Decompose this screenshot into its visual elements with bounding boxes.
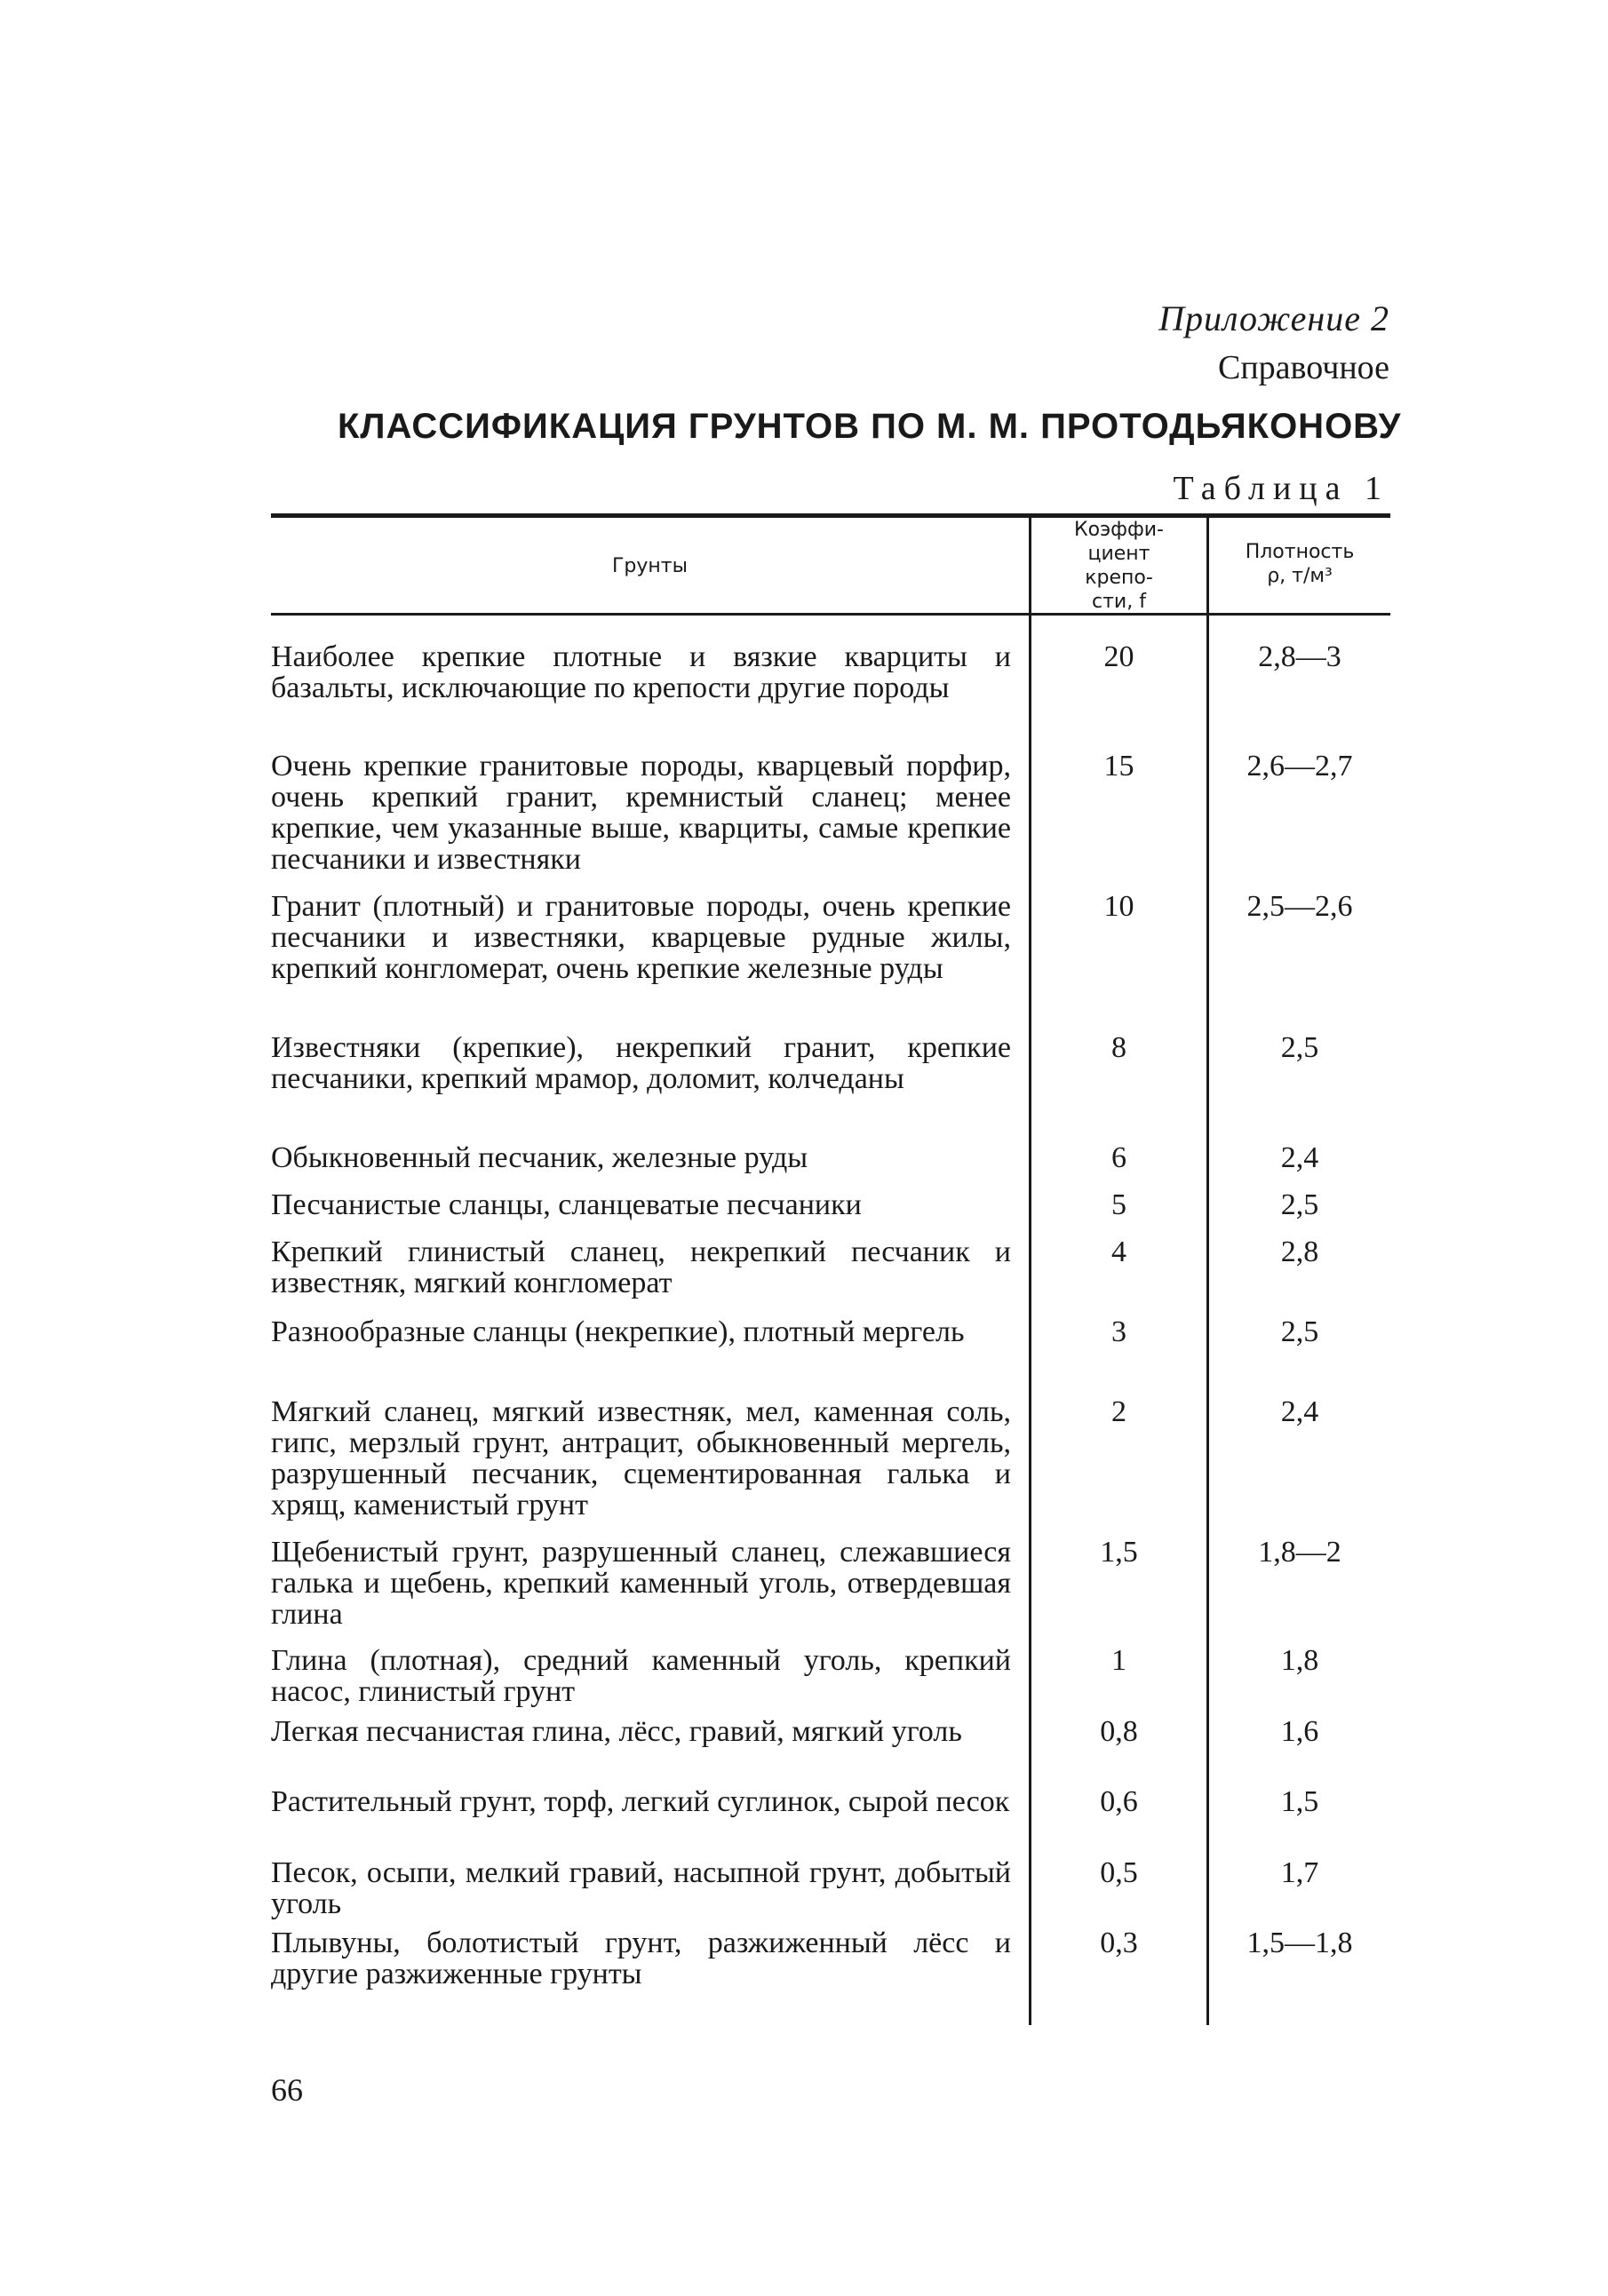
density-value: 2,8—3 (1258, 640, 1341, 673)
page-number: 66 (271, 2072, 303, 2108)
density-value: 2,5 (1280, 1188, 1319, 1221)
strength-coefficient: 8 (1111, 1031, 1126, 1064)
density-value: 2,5 (1280, 1031, 1319, 1064)
soil-description: Известняки (крепкие), некрепкий гранит, крепкие песчаники, крепкий мрамор, доломит, колчеданы (271, 1031, 1011, 1095)
soil-description: Гранит (плотный) и гранитовые породы, очень крепкие песчаники и известняки, кварцевые рудные жилы, крепкий конгломерат, очень крепкие железные руды (271, 890, 1011, 985)
soil-description: Легкая песчанистая глина, лёсс, гравий, мягкий уголь (271, 1715, 962, 1748)
density-value: 1,8 (1280, 1644, 1319, 1677)
density-value: 2,5 (1280, 1315, 1319, 1348)
strength-coefficient: 0,6 (1100, 1785, 1138, 1818)
table-label: Таблица 1 (1173, 470, 1389, 507)
soil-description: Глина (плотная), средний каменный уголь, крепкий насос, глинистый грунт (271, 1644, 1011, 1708)
appendix-label: Приложение 2 (1158, 298, 1389, 338)
density-value: 1,5—1,8 (1246, 1927, 1353, 1959)
density-value: 1,5 (1280, 1785, 1319, 1818)
page-title: КЛАССИФИКАЦИЯ ГРУНТОВ ПО М. М. ПРОТОДЬЯКОНОВУ (338, 407, 1402, 446)
strength-coefficient: 4 (1111, 1235, 1126, 1268)
strength-coefficient: 0,8 (1100, 1715, 1138, 1748)
column-header-density: Плотность ρ, т/м³ (1245, 541, 1355, 587)
strength-coefficient: 15 (1103, 750, 1134, 783)
soil-description: Мягкий сланец, мягкий известняк, мел, каменная соль, гипс, мерзлый грунт, антрацит, обыкновенный мергель, разрушенный песчаник, сцементированная галька и хрящ, каменистый грунт (271, 1395, 1011, 1521)
density-value: 2,8 (1280, 1235, 1319, 1268)
strength-coefficient: 1 (1111, 1644, 1126, 1677)
reference-label: Справочное (1217, 349, 1389, 386)
density-value: 1,7 (1280, 1856, 1319, 1889)
density-value: 2,4 (1280, 1141, 1319, 1174)
soil-description: Щебенистый грунт, разрушенный сланец, слежавшиеся галька и щебень, крепкий каменный уголь, отвердевшая глина (271, 1536, 1011, 1631)
soil-description: Растительный грунт, торф, легкий суглинок, сырой песок (271, 1785, 1010, 1818)
strength-coefficient: 6 (1111, 1141, 1126, 1174)
column-header-coefficient: Коэффи- циент крепо- сти, f (1073, 519, 1164, 613)
soil-description: Песчанистые сланцы, сланцеватые песчаники (271, 1188, 862, 1221)
table-header-rule (271, 613, 1390, 616)
density-value: 2,4 (1280, 1395, 1319, 1428)
strength-coefficient: 5 (1111, 1188, 1126, 1221)
density-value: 2,5—2,6 (1246, 890, 1353, 923)
soil-description: Разнообразные сланцы (некрепкие), плотный мергель (271, 1315, 965, 1348)
soil-description: Крепкий глинистый сланец, некрепкий песчаник и известняк, мягкий конгломерат (271, 1235, 1011, 1299)
strength-coefficient: 0,5 (1100, 1856, 1138, 1889)
strength-coefficient: 0,3 (1100, 1927, 1138, 1959)
soil-description: Плывуны, болотистый грунт, разжиженный лёсс и другие разжиженные грунты (271, 1927, 1011, 1990)
density-value: 2,6—2,7 (1246, 750, 1353, 783)
strength-coefficient: 3 (1111, 1315, 1126, 1348)
strength-coefficient: 10 (1103, 890, 1134, 923)
table-top-rule (271, 513, 1390, 518)
strength-coefficient: 1,5 (1100, 1536, 1138, 1569)
soil-description: Наиболее крепкие плотные и вязкие кварциты и базальты, исключающие по крепости другие породы (271, 640, 1011, 704)
soil-description: Песок, осыпи, мелкий гравий, насыпной грунт, добытый уголь (271, 1856, 1011, 1920)
strength-coefficient: 20 (1103, 640, 1134, 673)
soil-description: Обыкновенный песчаник, железные руды (271, 1141, 808, 1174)
column-header-soil: Грунты (612, 555, 688, 577)
soil-description: Очень крепкие гранитовые породы, кварцевый порфир, очень крепкий гранит, кремнистый сланец; менее крепкие, чем указанные выше, кварциты, самые крепкие песчаники и известняки (271, 750, 1011, 876)
density-value: 1,8—2 (1258, 1536, 1341, 1569)
strength-coefficient: 2 (1111, 1395, 1126, 1428)
density-value: 1,6 (1280, 1715, 1319, 1748)
